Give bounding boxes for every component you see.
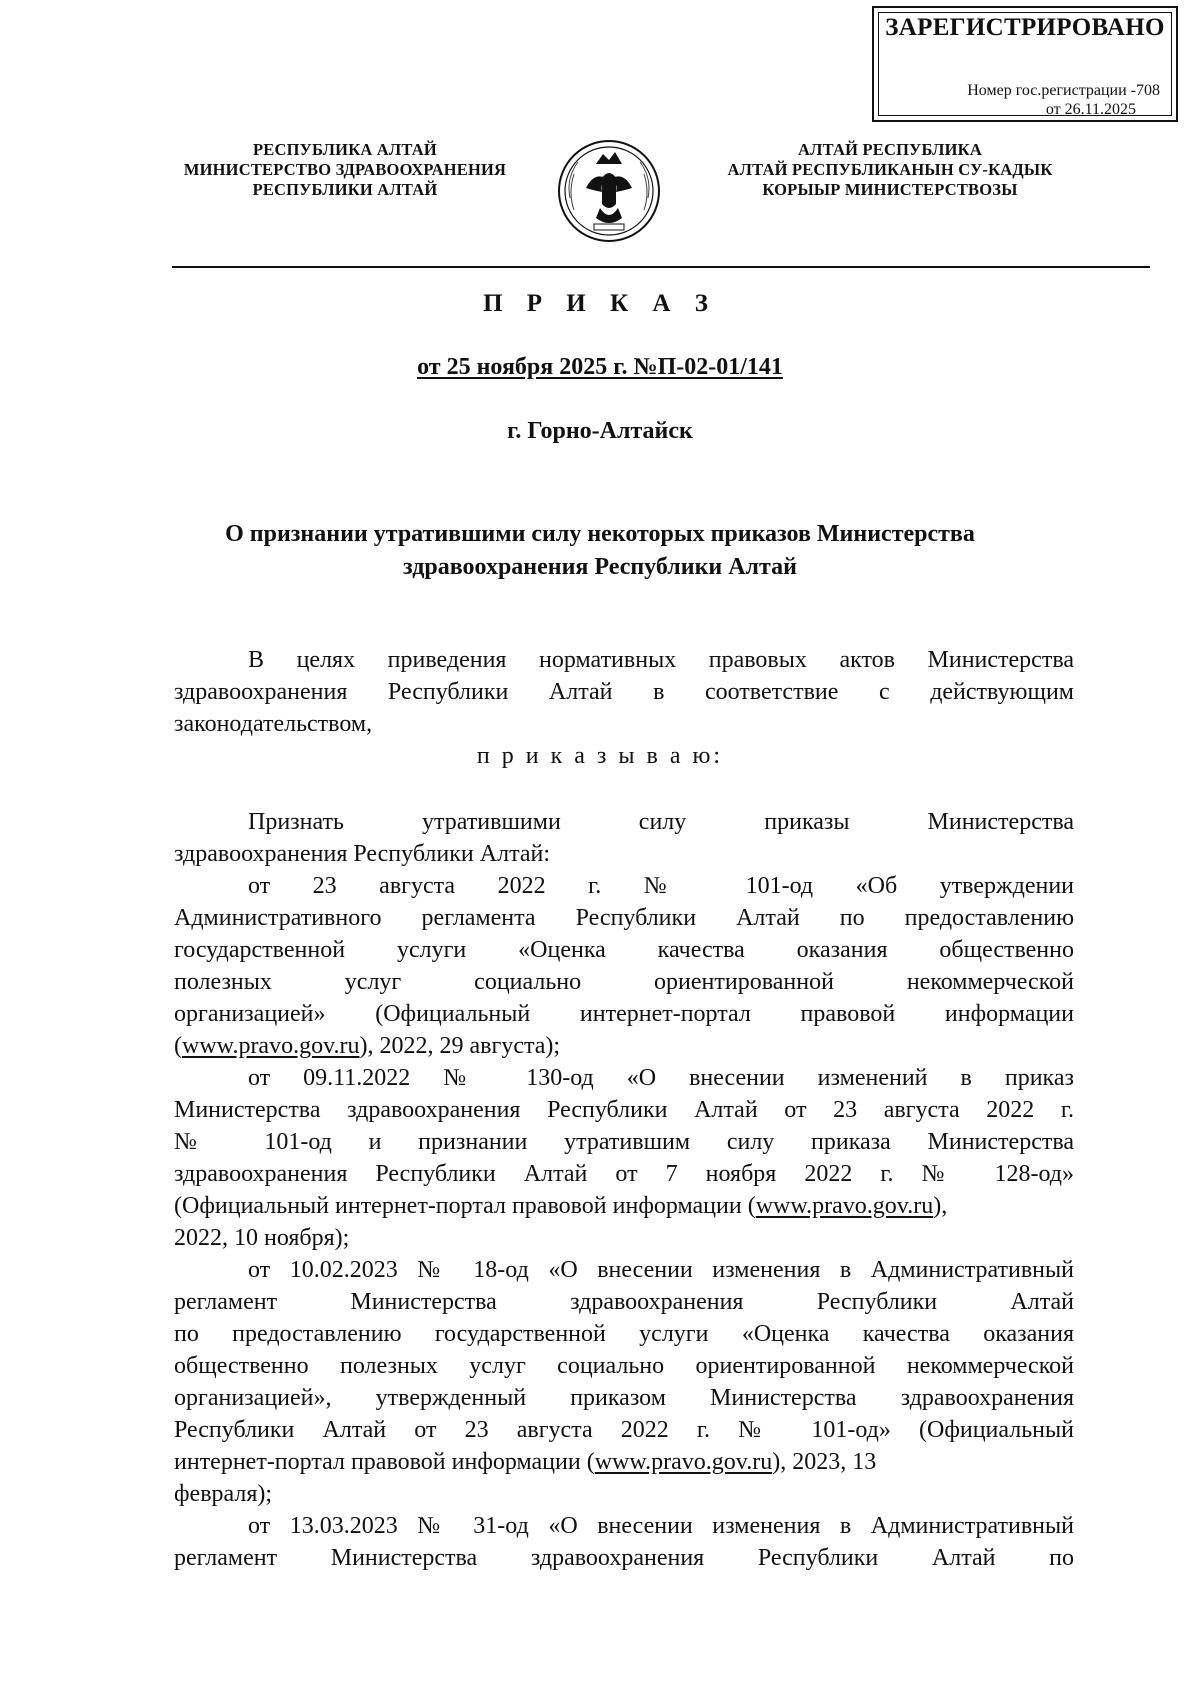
- item3-pre: интернет-портал правовой информации (: [174, 1449, 595, 1475]
- subject-line: здравоохранения Республики Алтай: [403, 554, 797, 580]
- item4-line: регламент Министерства здравоохранения Республики Алтай по: [174, 1545, 1074, 1571]
- pravo-link[interactable]: www.pravo.gov.ru: [182, 1033, 360, 1059]
- item1-line: [174, 1030, 1074, 1062]
- item2-post: ),: [933, 1193, 948, 1219]
- preamble-line: В целях приведения нормативных правовых актов Министерства: [248, 647, 1074, 673]
- item3-line: [174, 1446, 1074, 1478]
- item2-line: № 101-од и признании утратившим силу приказа Министерства: [174, 1129, 1074, 1155]
- intro-line: здравоохранения Республики Алтай:: [174, 841, 551, 867]
- stamp-reg-date: от 26.11.2025: [1045, 101, 1136, 118]
- header-ministry-altai: [700, 140, 1080, 200]
- item2-line: 2022, 10 ноября);: [174, 1225, 350, 1251]
- order-title: П Р И К А З: [483, 290, 717, 317]
- item1-post: ), 2022, 29 августа);: [359, 1033, 561, 1059]
- header-left-line: РЕСПУБЛИКА АЛТАЙ: [253, 140, 437, 159]
- item2-line: от 09.11.2022 № 130-од «О внесении изменений в приказ: [248, 1065, 1074, 1091]
- header-left-line: РЕСПУБЛИКИ АЛТАЙ: [252, 180, 438, 199]
- stamp-title: ЗАРЕГИСТРИРОВАНО: [885, 14, 1165, 41]
- item3-line: общественно полезных услуг социально ориентированной некоммерческой: [174, 1353, 1074, 1379]
- pravo-link[interactable]: www.pravo.gov.ru: [594, 1449, 773, 1475]
- decree-word: п р и к а з ы в а ю:: [476, 743, 724, 769]
- item3-post: ), 2023, 13: [772, 1449, 877, 1475]
- order-number-line: [0, 354, 1200, 381]
- registration-stamp: [872, 6, 1178, 122]
- order-number-text: от 25 ноября 2025 г. №П-02-01/141: [417, 354, 783, 380]
- header-ministry-russian: [160, 140, 530, 200]
- item2-line: [174, 1190, 1074, 1222]
- item2-line: здравоохранения Республики Алтай от 7 ноября 2022 г. № 128-од»: [174, 1161, 1074, 1187]
- header-divider: [172, 266, 1150, 268]
- header-left-line: МИНИСТЕРСТВО ЗДРАВООХРАНЕНИЯ: [183, 160, 507, 179]
- item1-line: государственной услуги «Оценка качества оказания общественно: [174, 937, 1074, 963]
- header-right-line: КОРЫЫР МИНИСТЕРСТВОЗЫ: [762, 180, 1018, 199]
- item3-line: февраля);: [174, 1481, 273, 1507]
- item3-line: регламент Министерства здравоохранения Республики Алтай: [174, 1289, 1074, 1315]
- item2-pre: (Официальный интернет-портал правовой информации (: [174, 1193, 756, 1219]
- item1-pre: (: [174, 1033, 182, 1059]
- pravo-link[interactable]: www.pravo.gov.ru: [755, 1193, 934, 1219]
- header-right-line: АЛТАЙ РЕСПУБЛИКА: [798, 140, 982, 159]
- item2-line: Министерства здравоохранения Республики Алтай от 23 августа 2022 г.: [174, 1097, 1074, 1123]
- altai-republic-emblem-icon: [556, 138, 662, 244]
- item3-line: организацией», утвержденный приказом Министерства здравоохранения: [174, 1385, 1074, 1411]
- item1-line: Административного регламента Республики Алтай по предоставлению: [174, 905, 1074, 931]
- stamp-reg-number: Номер гос.регистрации -708: [967, 82, 1160, 99]
- item3-line: от 10.02.2023 № 18-од «О внесении изменения в Административный: [248, 1257, 1074, 1283]
- item1-line: от 23 августа 2022 г. № 101-од «Об утверждении: [248, 873, 1074, 899]
- item4-line: от 13.03.2023 № 31-од «О внесении изменения в Административный: [248, 1513, 1074, 1539]
- item1-line: организацией» (Официальный интернет-портал правовой информации: [174, 1001, 1074, 1027]
- intro-line: Признать утратившими силу приказы Министерства: [248, 809, 1074, 835]
- preamble-line: здравоохранения Республики Алтай в соответствие с действующим: [174, 679, 1074, 705]
- item3-line: по предоставлению государственной услуги «Оценка качества оказания: [174, 1321, 1074, 1347]
- item1-line: полезных услуг социально ориентированной некоммерческой: [174, 969, 1074, 995]
- item3-line: Республики Алтай от 23 августа 2022 г. № 101-од» (Официальный: [174, 1417, 1074, 1443]
- header-right-line: АЛТАЙ РЕСПУБЛИКАНЫН СУ-КАДЫК: [727, 160, 1053, 179]
- subject-line: О признании утратившими силу некоторых приказов Министерства: [225, 521, 975, 547]
- preamble-line: законодательством,: [174, 711, 373, 737]
- order-city: г. Горно-Алтайск: [507, 418, 693, 444]
- order-subject: [0, 518, 1200, 584]
